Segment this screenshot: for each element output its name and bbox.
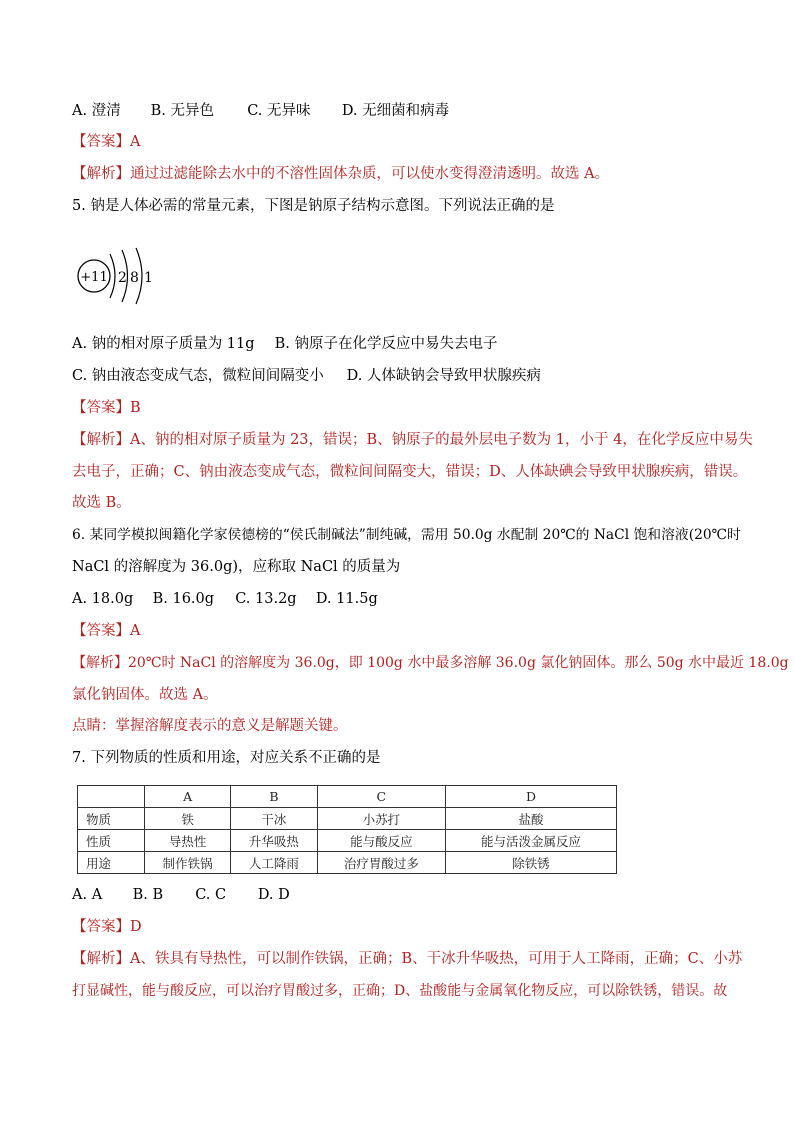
q6-option-b: B. 16.0g — [152, 591, 215, 607]
answer-value: A — [130, 134, 141, 150]
q4-option-a: A. 澄清 — [72, 103, 121, 119]
q7-answer — [72, 917, 142, 937]
answer-value: B — [130, 400, 141, 416]
q5-options-row-2 — [72, 366, 541, 386]
q7-properties-table — [77, 785, 617, 874]
analysis-text: A、铁具有导热性，可以制作铁锅，正确；B、干冰升华吸热，可用于人工降雨，正确；C、小苏 — [130, 951, 743, 967]
q6-stem-line-2: NaCl 的溶解度为 36.0g)，应称取 NaCl 的质量为 — [72, 559, 401, 575]
q5-option-d: D. 人体缺钠会导致甲状腺疾病 — [346, 368, 541, 384]
q5-options-row-1 — [72, 334, 497, 354]
q7-analysis-line-1 — [72, 949, 742, 969]
q5-answer — [72, 398, 141, 418]
shell-1-electrons: 2 — [118, 270, 127, 286]
shell-arc-1 — [110, 254, 115, 298]
q4-option-b: B. 无异色 — [150, 103, 214, 119]
q6-answer — [72, 621, 140, 641]
q4-option-d: D. 无细菌和病毒 — [341, 103, 450, 119]
table-cell: 人工降雨 — [231, 852, 317, 874]
table-cell: 用途 — [78, 852, 145, 874]
q6-option-d: D. 11.5g — [315, 591, 378, 607]
analysis-tag: 【解析】 — [72, 951, 130, 967]
table-cell: 制作铁锅 — [145, 852, 231, 874]
table-header-cell — [78, 786, 145, 808]
table-header-cell: A — [145, 786, 231, 808]
q4-options — [72, 101, 449, 121]
nucleus-charge-label: +11 — [80, 270, 108, 285]
answer-tag: 【答案】 — [72, 400, 130, 416]
table-header-cell: D — [446, 786, 617, 808]
analysis-tag: 【解析】 — [72, 432, 130, 448]
analysis-text: 20℃时 NaCl 的溶解度为 36.0g，即 100g 水中最多溶解 36.0g 氯化钠固体。那么 50g 水中最近 18.0g — [128, 655, 789, 671]
answer-tag: 【答案】 — [72, 623, 130, 639]
q5-analysis-line-2: 去电子，正确；C、钠由液态变成气态，微粒间间隔变大，错误；D、人体缺碘会导致甲状腺疾病，错误。 — [72, 464, 748, 480]
analysis-text: A、钠的相对原子质量为 23，错误；B、钠原子的最外层电子数为 1，小于 4，在化学反应中易失 — [130, 432, 753, 448]
q6-options — [72, 589, 378, 609]
table-cell: 能与活泼金属反应 — [446, 830, 617, 852]
q7-option-b: B. B — [132, 887, 164, 903]
table-cell: 小苏打 — [317, 808, 446, 830]
analysis-tag: 【解析】 — [72, 655, 128, 671]
table-header-row — [78, 786, 617, 808]
q4-analysis — [72, 164, 609, 184]
table-cell: 治疗胃酸过多 — [317, 852, 446, 874]
q5-option-a: A. 钠的相对原子质量为 11g — [72, 336, 255, 352]
table-cell: 能与酸反应 — [317, 830, 446, 852]
q7-analysis-line-2: 打显碱性，能与酸反应，可以治疗胃酸过多，正确；D、盐酸能与金属氧化物反应，可以除铁锈，错误。故 — [72, 983, 728, 999]
q5-option-b: B. 钠原子在化学反应中易失去电子 — [274, 336, 498, 352]
q5-analysis-line-1 — [72, 430, 753, 450]
q6-option-a: A. 18.0g — [72, 591, 134, 607]
answer-tag: 【答案】 — [72, 919, 130, 935]
answer-value: D — [130, 919, 142, 935]
answer-value: A — [130, 623, 141, 639]
q6-analysis-line-2: 氯化钠固体。故选 A。 — [72, 687, 218, 703]
q6-stem-line-1: 6. 某同学模拟闽籍化学家侯德榜的“侯氏制碱法”制纯碱，需用 50.0g 水配制 20℃的 NaCl 饱和溶液(20℃时 — [72, 527, 741, 543]
q7-stem: 7. 下列物质的性质和用途，对应关系不正确的是 — [72, 750, 381, 766]
q7-option-d: D. D — [257, 887, 290, 903]
table-cell: 物质 — [78, 808, 145, 830]
answer-tag: 【答案】 — [72, 134, 130, 150]
table-header-cell: C — [317, 786, 446, 808]
q6-note: 点睛：掌握溶解度表示的意义是解题关键。 — [72, 718, 348, 734]
shell-3-electrons: 1 — [144, 270, 153, 286]
table-cell: 性质 — [78, 830, 145, 852]
table-cell: 盐酸 — [446, 808, 617, 830]
shell-2-electrons: 8 — [130, 270, 139, 286]
table-cell: 铁 — [145, 808, 231, 830]
table-row — [78, 852, 617, 874]
q7-option-a: A. A — [72, 887, 103, 903]
table-cell: 导热性 — [145, 830, 231, 852]
q7-options — [72, 885, 290, 905]
q5-stem: 5. 钠是人体必需的常量元素，下图是钠原子结构示意图。下列说法正确的是 — [72, 198, 555, 214]
q4-option-c: C. 无异味 — [247, 103, 311, 119]
q5-analysis-line-3: 故选 B。 — [72, 495, 131, 511]
table-cell: 升华吸热 — [231, 830, 317, 852]
table-row — [78, 808, 617, 830]
q5-option-c: C. 钠由液态变成气态，微粒间间隔变小 — [72, 368, 324, 384]
sodium-atom-structure-diagram — [72, 240, 172, 312]
table-cell: 干冰 — [231, 808, 317, 830]
q6-analysis-line-1 — [72, 653, 789, 673]
table-header-cell: B — [231, 786, 317, 808]
q7-option-c: C. C — [195, 887, 227, 903]
q4-answer — [72, 132, 140, 152]
table-row — [78, 830, 617, 852]
analysis-tag: 【解析】 — [72, 166, 130, 182]
q6-option-c: C. 13.2g — [235, 591, 297, 607]
analysis-text: 通过过滤能除去水中的不溶性固体杂质，可以使水变得澄清透明。故选 A。 — [130, 166, 610, 182]
table-cell: 除铁锈 — [446, 852, 617, 874]
